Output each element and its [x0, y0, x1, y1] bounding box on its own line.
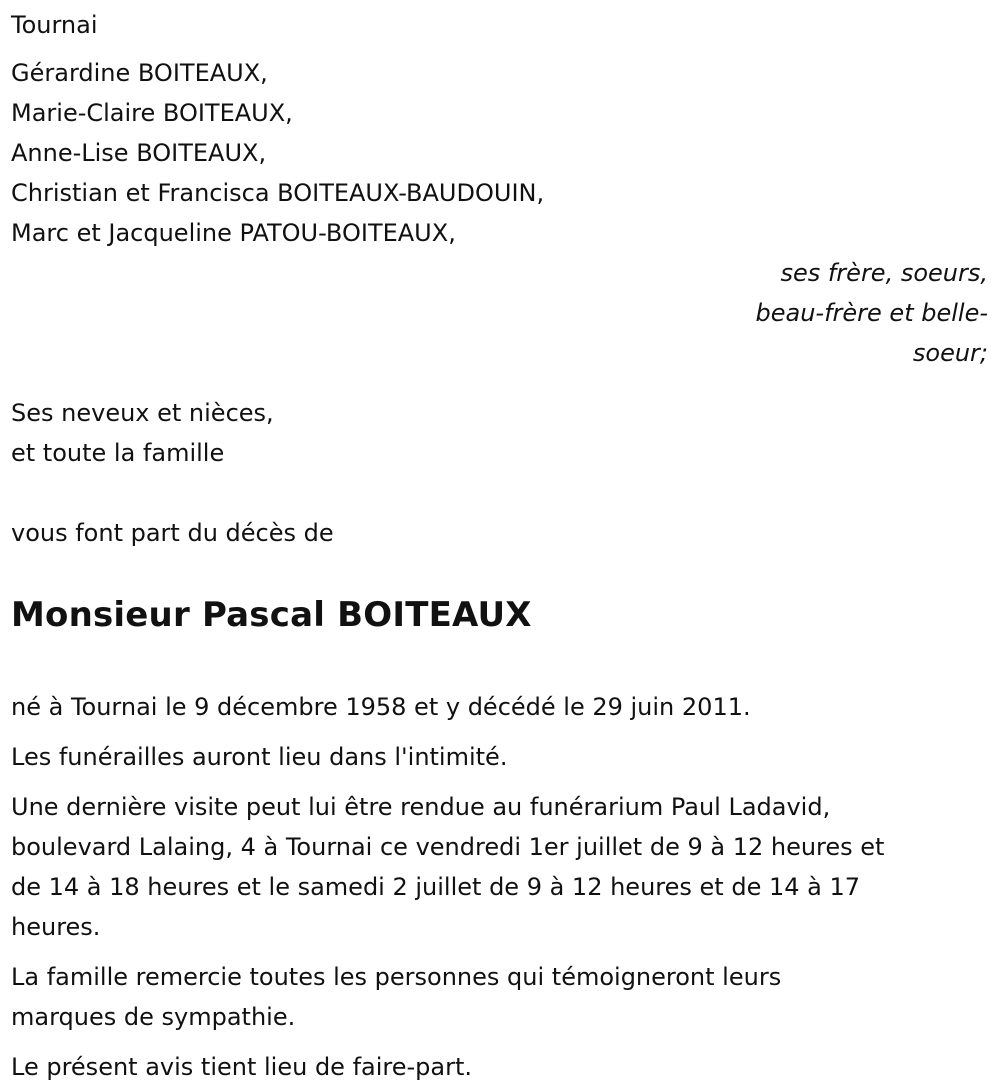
- thanks-line: La famille remercie toutes les personnes qui témoigneront leurs: [11, 963, 782, 991]
- mourner-name: Marie-Claire BOITEAUX,: [11, 99, 293, 127]
- thanks-text: [11, 957, 990, 1037]
- mourner-name: Gérardine BOITEAUX,: [11, 59, 268, 87]
- mourner-name: Marc et Jacqueline PATOU-BOITEAUX,: [11, 219, 456, 247]
- funeral-text: Les funérailles auront lieu dans l'intimité.: [11, 743, 508, 771]
- thanks-line: marques de sympathie.: [11, 1003, 296, 1031]
- extended-family: [11, 393, 990, 473]
- family-line: et toute la famille: [11, 439, 225, 467]
- visit-text: [11, 787, 990, 947]
- relationship-line: beau-frère et belle-: [755, 299, 988, 327]
- relationship-line: ses frère, soeurs,: [780, 259, 988, 287]
- city-heading: Tournai: [11, 11, 98, 39]
- birth-death-text: né à Tournai le 9 décembre 1958 et y décédé le 29 juin 2011.: [11, 693, 751, 721]
- deceased-name: Monsieur Pascal BOITEAUX: [11, 595, 532, 635]
- relationship-line: soeur;: [912, 339, 988, 367]
- visit-line: de 14 à 18 heures et le samedi 2 juillet de 9 à 12 heures et de 14 à 17: [11, 873, 860, 901]
- mourners-list: [11, 53, 990, 253]
- announcement-text: vous font part du décès de: [11, 519, 334, 547]
- closing-text: Le présent avis tient lieu de faire-part.: [11, 1053, 473, 1081]
- mourner-name: Anne-Lise BOITEAUX,: [11, 139, 267, 167]
- mourner-name: Christian et Francisca BOITEAUX-BAUDOUIN,: [11, 179, 545, 207]
- visit-line: boulevard Lalaing, 4 à Tournai ce vendredi 1er juillet de 9 à 12 heures et: [11, 833, 885, 861]
- notice-details: [11, 687, 990, 1087]
- family-line: Ses neveux et nièces,: [11, 399, 274, 427]
- visit-line: Une dernière visite peut lui être rendue au funérarium Paul Ladavid,: [11, 793, 831, 821]
- relationship-note: [11, 253, 988, 373]
- visit-line: heures.: [11, 913, 101, 941]
